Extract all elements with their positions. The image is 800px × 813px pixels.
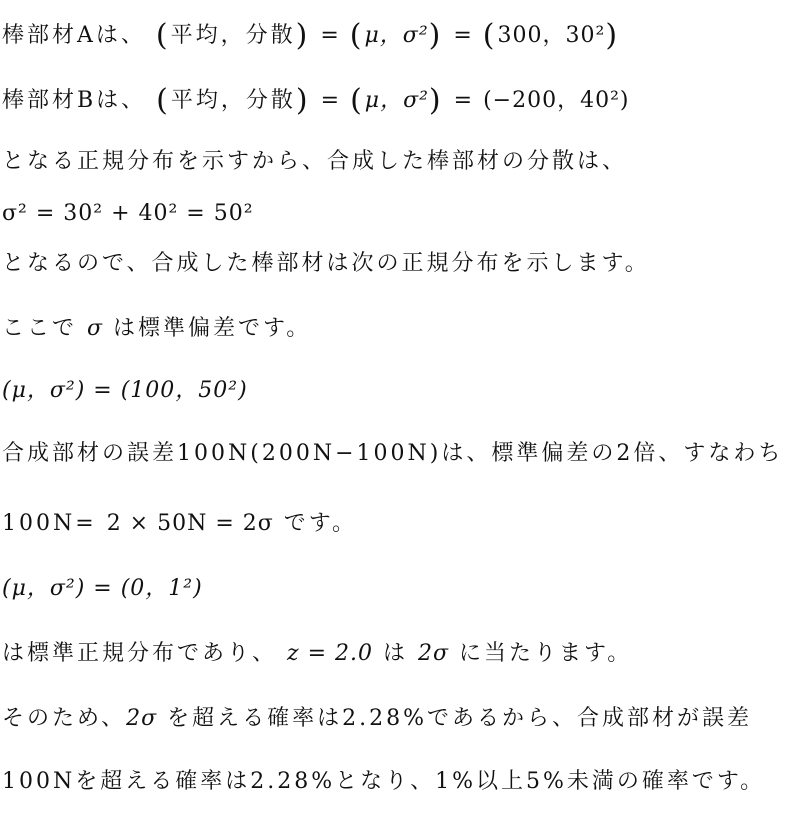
line-standard-normal (2, 640, 632, 668)
equals-sign: = (320, 23, 340, 48)
therefore-text: そのため、 (2, 706, 127, 731)
sigma-symbol: σ (87, 316, 104, 341)
std-normal-text: は標準正規分布であり、 (2, 641, 278, 666)
two-sigma: 2σ (418, 641, 450, 666)
standard-normal-formula: (μ，σ²) = (0，1²) (2, 576, 203, 601)
z-value: z = 2.0 (287, 641, 374, 666)
mean-variance-label: 平均，分散 (170, 23, 296, 48)
two-sigma-equation: 2 × 50N = 2σ (106, 511, 274, 536)
wa-text: は (383, 641, 409, 666)
combined-params-formula: (μ，σ²) = (100，50²) (2, 378, 248, 403)
text-line-normal-distribution: となる正規分布を示すから、合成した棒部材の分散は、 (2, 149, 628, 174)
line-rod-a: 棒部材Aは、 (平均，分散) = (μ，σ²) = (300，30²) (2, 18, 621, 53)
two-sigma: 2σ (126, 706, 158, 731)
line-probability (2, 705, 752, 733)
rod-b-values: (−200，40²) (483, 88, 630, 113)
paren-close-icon: ) (295, 18, 311, 53)
mean-variance-label: 平均，分散 (170, 88, 296, 113)
desu-text: です。 (283, 511, 358, 536)
paren-open-icon: ( (155, 18, 171, 53)
std-dev-text: は標準偏差です。 (113, 316, 312, 341)
rod-a-label: 棒部材Aは、 (2, 23, 146, 48)
text-line-conclusion: 100Nを超える確率は2.28%となり、1%以上5%未満の確率です。 (2, 769, 766, 794)
probability-text: を超える確率は2.28%であるから、合成部材が誤差 (167, 706, 753, 731)
variance-formula: σ² = 30² + 40² = 50² (2, 201, 254, 226)
text-line-combined-distribution: となるので、合成した棒部材は次の正規分布を示します。 (2, 251, 650, 276)
line-error-equation (2, 510, 357, 538)
corresponds-text: に当たります。 (459, 641, 633, 666)
mu-sigma-param: μ，σ² (364, 23, 429, 48)
line-sigma-definition (2, 315, 311, 343)
text-line-error: 合成部材の誤差100N(200N−100N)は、標準偏差の2倍、すなわち (2, 441, 784, 466)
here-label: ここで (2, 316, 78, 341)
rod-a-values: 300，30² (497, 23, 606, 48)
error-value: 100N= (2, 511, 97, 536)
line-rod-b: 棒部材Bは、 (平均，分散) = (μ，σ²) = (−200，40²) (2, 83, 630, 118)
rod-b-label: 棒部材Bは、 (2, 88, 147, 113)
mu-sigma-param: μ，σ² (364, 88, 429, 113)
